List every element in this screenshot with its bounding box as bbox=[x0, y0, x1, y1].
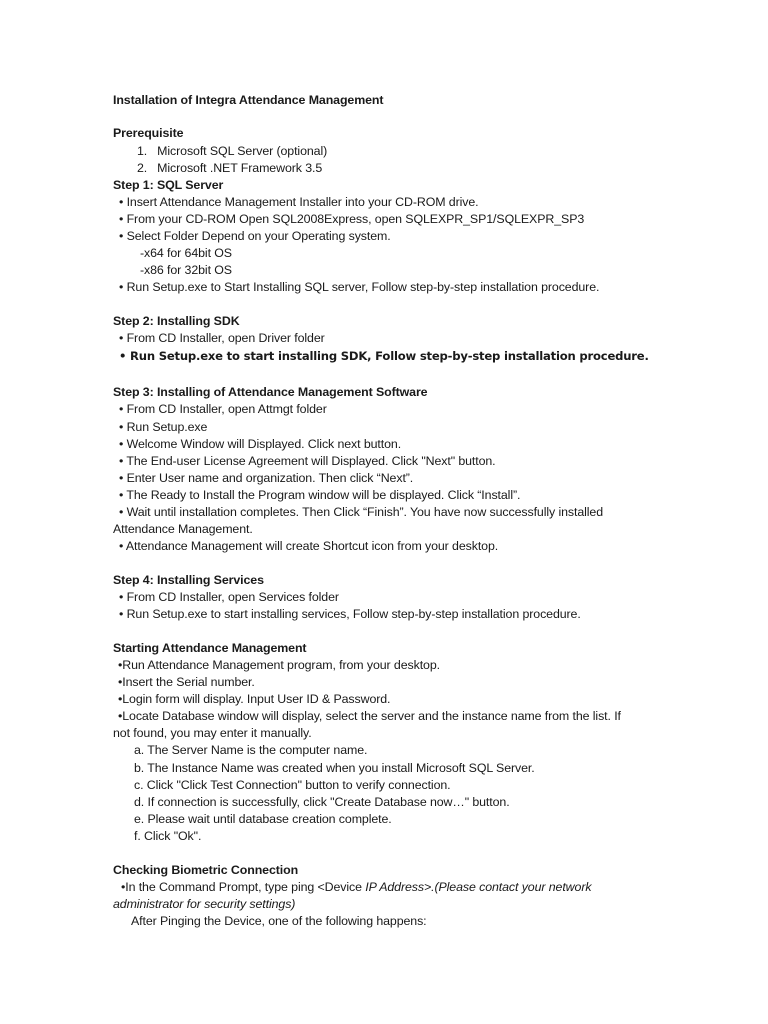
step1-line: • From your CD-ROM Open SQL2008Express, open SQLEXPR_SP1/SQLEXPR_SP3 bbox=[119, 212, 585, 226]
step3-line: • The End-user License Agreement will Displayed. Click "Next" button. bbox=[119, 454, 496, 468]
step3-line: • Welcome Window will Displayed. Click next button. bbox=[119, 437, 402, 451]
starting-subitem: d. If connection is successfully, click "Create Database now…" button. bbox=[134, 795, 510, 809]
checking-text: •In the Command Prompt, type ping <Device bbox=[121, 880, 366, 894]
starting-subitem: b. The Instance Name was created when you install Microsoft SQL Server. bbox=[134, 761, 535, 775]
step3-heading: Step 3: Installing of Attendance Management Software bbox=[113, 385, 428, 399]
step3-line: Attendance Management. bbox=[113, 522, 253, 536]
starting-line: •Run Attendance Management program, from your desktop. bbox=[118, 658, 440, 672]
step1-line: • Select Folder Depend on your Operating system. bbox=[119, 229, 391, 243]
step3-line: • Attendance Management will create Shortcut icon from your desktop. bbox=[119, 539, 499, 553]
starting-subitem: f. Click "Ok". bbox=[134, 829, 202, 843]
step3-line: • The Ready to Install the Program window will be displayed. Click “Install”. bbox=[119, 488, 521, 502]
document-title: Installation of Integra Attendance Management bbox=[113, 93, 384, 107]
starting-line: •Locate Database window will display, select the server and the instance name from the list. If bbox=[118, 709, 621, 723]
checking-text-italic: >.(Please contact your network bbox=[423, 880, 592, 894]
prerequisite-item: 2. Microsoft .NET Framework 3.5 bbox=[137, 161, 323, 175]
step1-line: • Insert Attendance Management Installer into your CD-ROM drive. bbox=[119, 195, 479, 209]
step3-line: • Wait until installation completes. Then Click “Finish”. You have now successfully installed bbox=[119, 505, 604, 519]
step3-line: • Enter User name and organization. Then click “Next”. bbox=[119, 471, 414, 485]
starting-line: •Login form will display. Input User ID & Password. bbox=[118, 692, 391, 706]
step1-line: -x86 for 32bit OS bbox=[140, 263, 232, 277]
prerequisite-item: 1. Microsoft SQL Server (optional) bbox=[137, 144, 328, 158]
prerequisite-heading: Prerequisite bbox=[113, 126, 184, 140]
checking-line: administrator for security settings) bbox=[113, 897, 296, 911]
starting-subitem: c. Click "Click Test Connection" button to verify connection. bbox=[134, 778, 451, 792]
starting-line: not found, you may enter it manually. bbox=[113, 726, 312, 740]
step1-heading: Step 1: SQL Server bbox=[113, 178, 224, 192]
step4-line: • From CD Installer, open Services folder bbox=[119, 590, 339, 604]
step2-line: • Run Setup.exe to start installing SDK, Follow step-by-step installation procedure. bbox=[119, 349, 649, 363]
checking-line bbox=[121, 879, 591, 896]
step4-line: • Run Setup.exe to start installing services, Follow step-by-step installation procedure. bbox=[119, 607, 581, 621]
step1-line: • Run Setup.exe to Start Installing SQL server, Follow step-by-step installation procedure. bbox=[119, 280, 600, 294]
checking-text-italic: IP Address bbox=[365, 880, 424, 894]
step3-line: • From CD Installer, open Attmgt folder bbox=[119, 402, 327, 416]
checking-line: After Pinging the Device, one of the following happens: bbox=[131, 914, 427, 928]
step3-line: • Run Setup.exe bbox=[119, 420, 208, 434]
starting-line: •Insert the Serial number. bbox=[118, 675, 255, 689]
step4-heading: Step 4: Installing Services bbox=[113, 573, 264, 587]
step2-line: • From CD Installer, open Driver folder bbox=[119, 331, 325, 345]
step2-heading: Step 2: Installing SDK bbox=[113, 314, 240, 328]
starting-subitem: e. Please wait until database creation complete. bbox=[134, 812, 392, 826]
checking-heading: Checking Biometric Connection bbox=[113, 863, 299, 877]
step1-line: -x64 for 64bit OS bbox=[140, 246, 232, 260]
starting-heading: Starting Attendance Management bbox=[113, 641, 307, 655]
starting-subitem: a. The Server Name is the computer name. bbox=[134, 743, 368, 757]
